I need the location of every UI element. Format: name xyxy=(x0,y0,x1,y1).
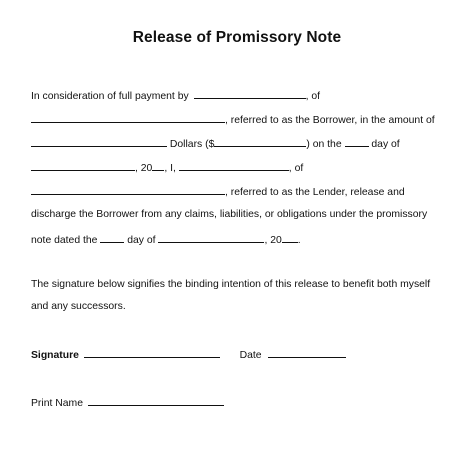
payment-day-blank[interactable] xyxy=(345,136,369,147)
signature-blank[interactable] xyxy=(84,347,220,358)
amount-number-blank[interactable] xyxy=(214,136,306,147)
text-segment: . xyxy=(297,235,301,246)
text-segment: , referred to as the Borrower, in the amount of xyxy=(225,115,435,126)
lender-address-blank[interactable] xyxy=(31,184,225,195)
text-segment: day of xyxy=(371,139,400,150)
text-segment: note dated the xyxy=(31,235,98,246)
payment-month-blank[interactable] xyxy=(31,160,135,171)
text-segment: Dollars ($ xyxy=(169,139,215,150)
paragraph-line: discharge the Borrower from any claims, liabilities, or obligations under the promissory xyxy=(31,209,428,220)
print-name-label: Print Name xyxy=(31,398,83,409)
borrower-address-blank[interactable] xyxy=(31,112,225,123)
note-day-blank[interactable] xyxy=(100,232,124,243)
print-name-row xyxy=(31,395,224,411)
payment-year-blank[interactable] xyxy=(152,160,164,171)
date-blank[interactable] xyxy=(268,347,346,358)
page-title: Release of Promissory Note xyxy=(132,29,342,46)
text-segment: day of xyxy=(127,235,156,246)
paragraph-line: and any successors. xyxy=(31,301,126,312)
text-segment: , of xyxy=(288,163,304,174)
note-month-blank[interactable] xyxy=(158,232,264,243)
paragraph-line xyxy=(31,112,435,128)
lender-name-blank[interactable] xyxy=(179,160,289,171)
paragraph-line xyxy=(31,88,320,104)
text-segment: , referred to as the Lender, release and xyxy=(225,187,405,198)
paragraph-line: The signature below signifies the binding intention of this release to benefit both myself xyxy=(31,279,431,290)
text-segment: ) on the xyxy=(306,139,342,150)
text-segment: , 20 xyxy=(135,163,153,174)
signature-row xyxy=(31,347,346,363)
paragraph-line xyxy=(31,160,303,176)
borrower-name-blank[interactable] xyxy=(194,88,306,99)
text-segment: , I, xyxy=(164,163,176,174)
amount-words-blank[interactable] xyxy=(31,136,167,147)
text-segment: , of xyxy=(305,91,321,102)
text-segment: In consideration of full payment by xyxy=(31,91,189,102)
note-year-blank[interactable] xyxy=(282,232,298,243)
paragraph-line xyxy=(31,232,301,248)
paragraph-line xyxy=(31,136,400,152)
text-segment: , 20 xyxy=(264,235,282,246)
signature-label: Signature xyxy=(31,350,79,361)
paragraph-line xyxy=(31,184,405,200)
date-label: Date xyxy=(239,350,262,361)
print-name-blank[interactable] xyxy=(88,395,224,406)
